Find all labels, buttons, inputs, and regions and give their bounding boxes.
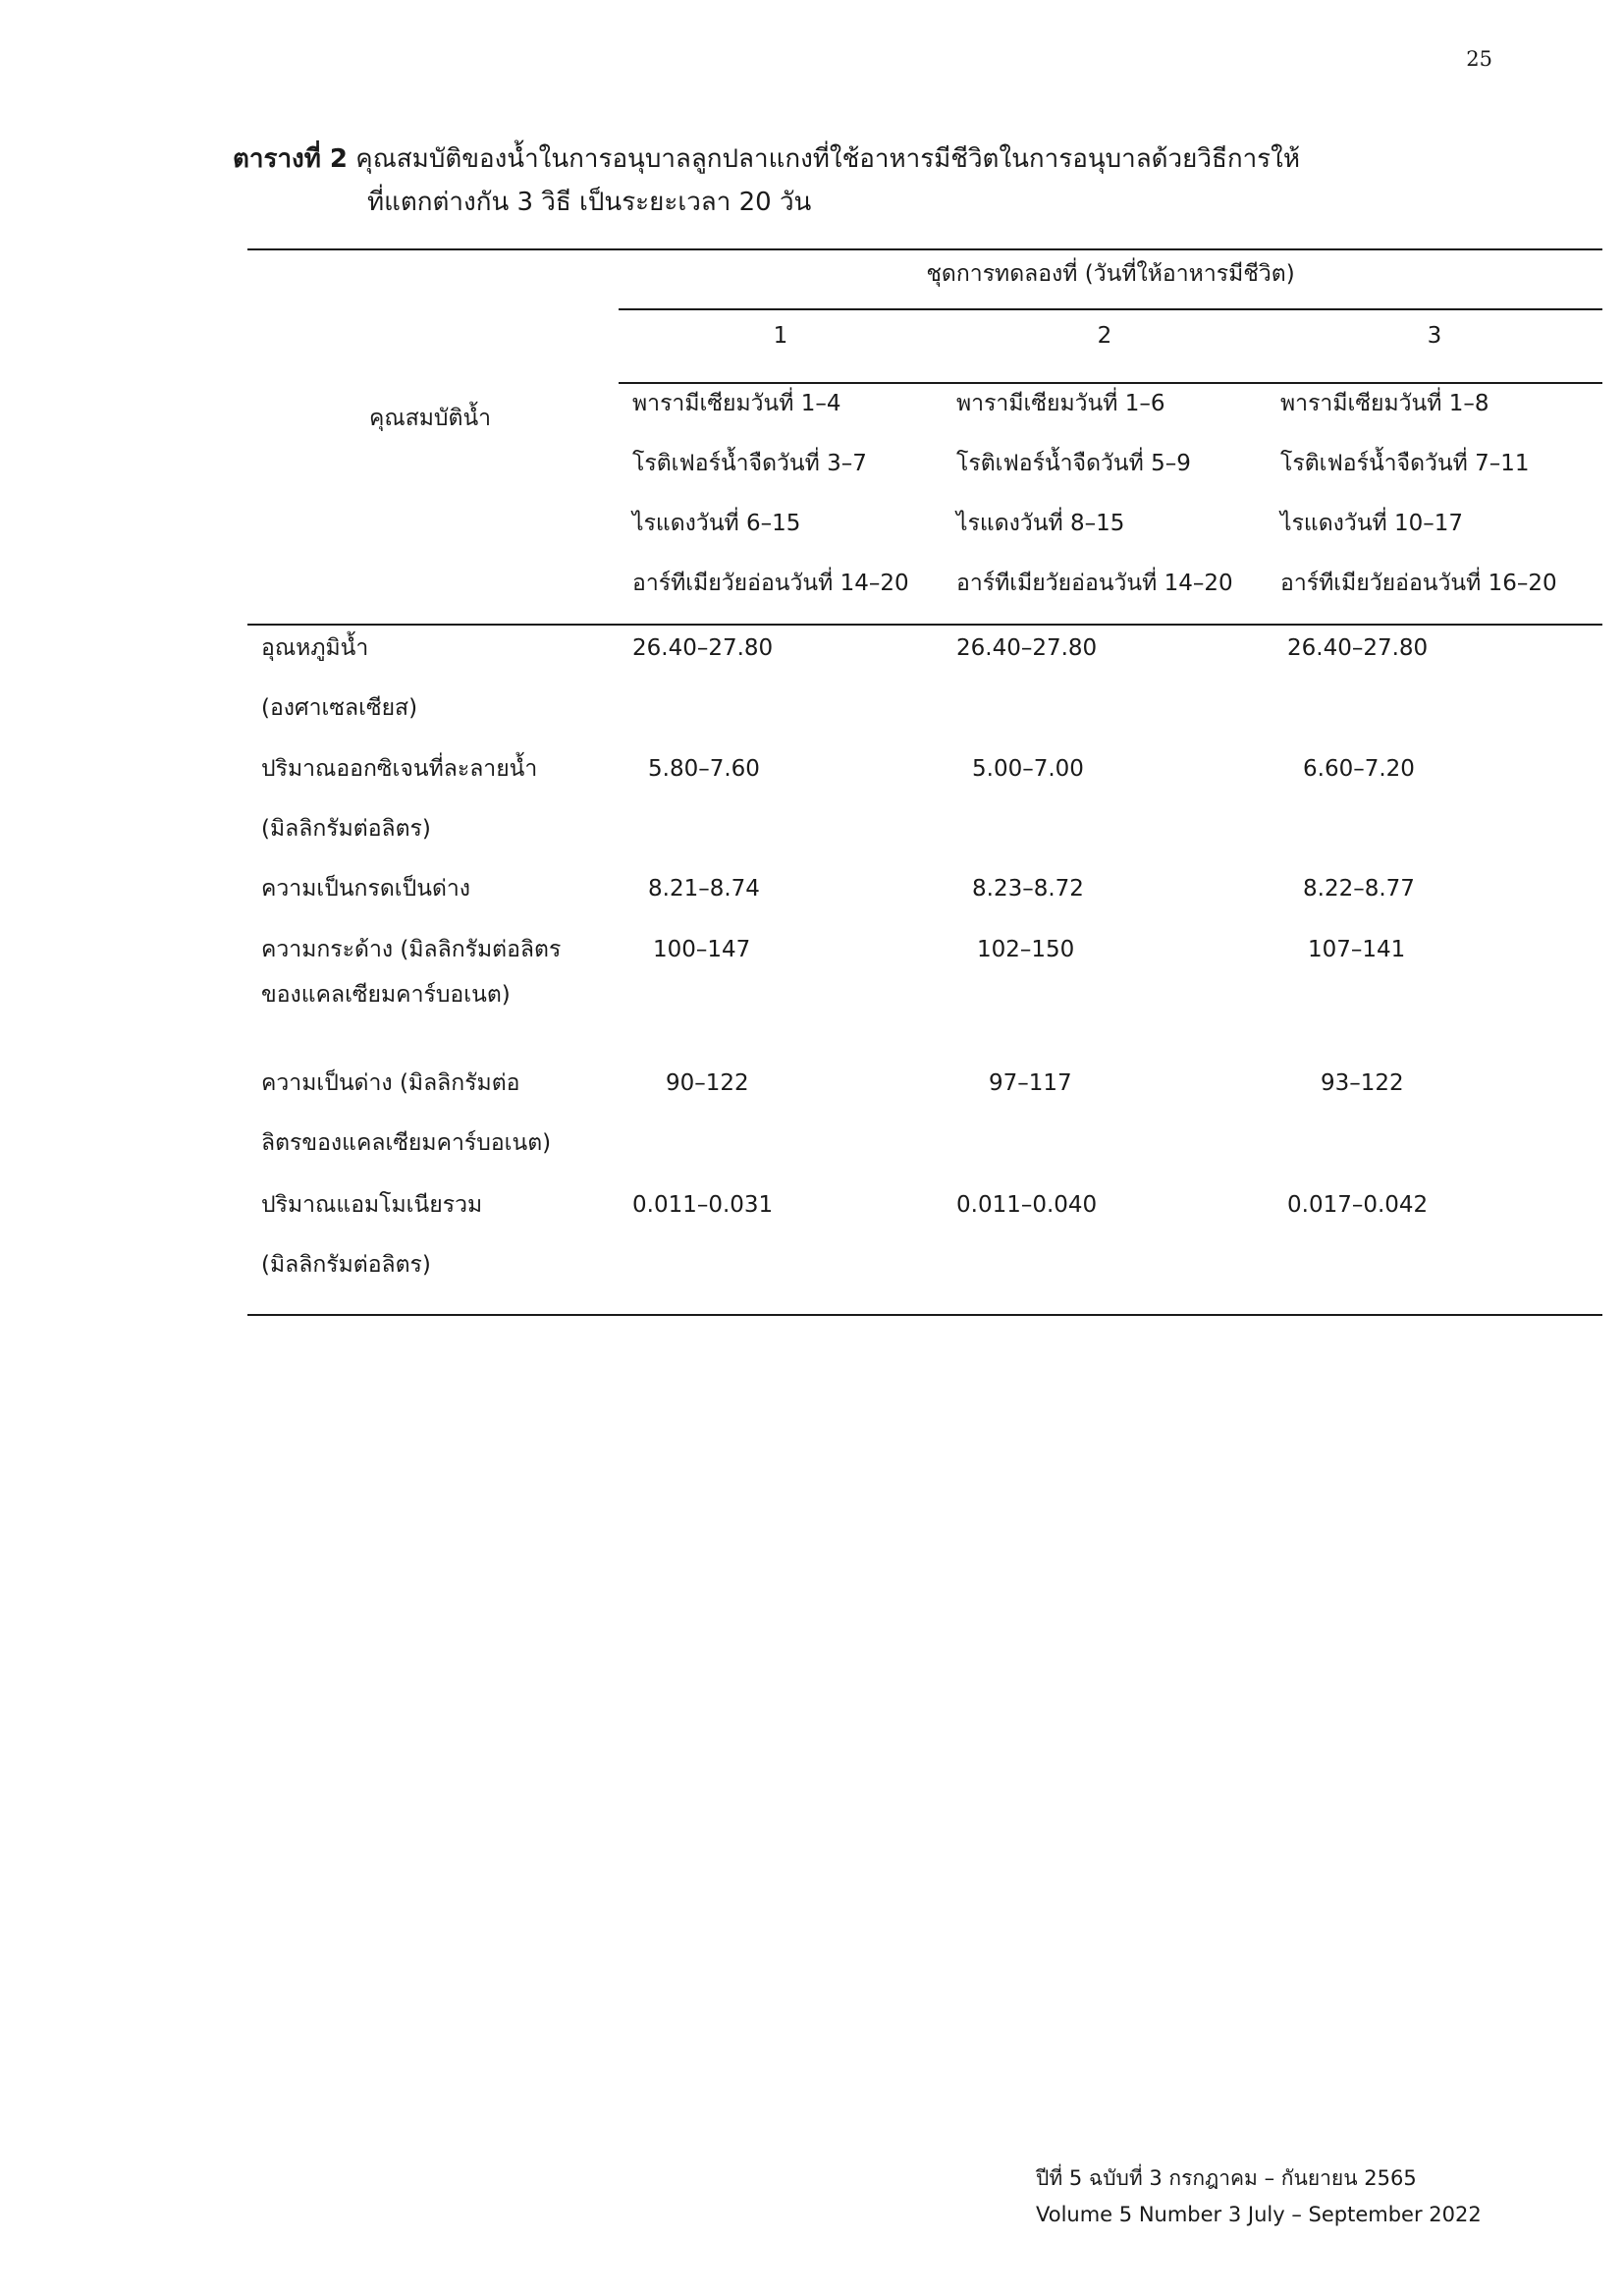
table-bottom-rule	[247, 1314, 1602, 1316]
value-cell: 107–141	[1308, 937, 1406, 962]
row-label: ความเป็นด่าง (มิลลิกรัมต่อ	[261, 1070, 520, 1096]
value-cell: 26.40–27.80	[1287, 635, 1429, 661]
footer-issue-thai: ปีที่ 5 ฉบับที่ 3 กรกฎาคม – กันยายน 2565	[1036, 2166, 1417, 2190]
row-label: ความกระด้าง (มิลลิกรัมต่อลิตร	[261, 937, 562, 962]
schedule-line: โรติเฟอร์น้ำจืดวันที่ 5–9	[956, 451, 1191, 476]
row-label: อุณหภูมิน้ำ	[261, 635, 369, 661]
schedule-line: โรติเฟอร์น้ำจืดวันที่ 7–11	[1280, 451, 1530, 476]
value-cell: 0.011–0.040	[956, 1192, 1098, 1218]
schedule-line: พารามีเซียมวันที่ 1–6	[956, 391, 1165, 416]
schedule-line: อาร์ทีเมียวัยอ่อนวันที่ 14–20	[956, 571, 1233, 596]
row-label-unit: (องศาเซลเซียส)	[261, 695, 418, 721]
schedule-line: อาร์ทีเมียวัยอ่อนวันที่ 16–20	[1280, 571, 1557, 596]
group-header-rule	[619, 308, 1602, 310]
row-header-title: คุณสมบัติน้ำ	[369, 406, 492, 431]
caption-label: ตารางที่ 2	[233, 144, 349, 174]
column-number-rule	[619, 382, 1602, 384]
column-number-2: 2	[1097, 323, 1112, 349]
column-number-3: 3	[1427, 323, 1442, 349]
row-label: ปริมาณแอมโมเนียรวม	[261, 1192, 483, 1218]
value-cell: 0.011–0.031	[632, 1192, 774, 1218]
value-cell: 8.22–8.77	[1303, 876, 1415, 902]
value-cell: 93–122	[1321, 1070, 1404, 1096]
value-cell: 90–122	[666, 1070, 749, 1096]
row-label-unit: (มิลลิกรัมต่อลิตร)	[261, 1252, 431, 1278]
value-cell: 8.23–8.72	[972, 876, 1084, 902]
journal-footer	[1036, 2160, 1482, 2233]
table-caption	[233, 137, 1411, 224]
value-cell: 102–150	[977, 937, 1075, 962]
row-label-unit: ของแคลเซียมคาร์บอเนต)	[261, 982, 511, 1008]
value-cell: 26.40–27.80	[632, 635, 774, 661]
caption-text-line1: คุณสมบัติของน้ำในการอนุบาลลูกปลาแกงที่ใช้อาหารมีชีวิตในการอนุบาลด้วยวิธีการให้	[355, 144, 1300, 174]
value-cell: 5.00–7.00	[972, 756, 1084, 782]
value-cell: 6.60–7.20	[1303, 756, 1415, 782]
column-number-1: 1	[773, 323, 788, 349]
caption-text-line2: ที่แตกต่างกัน 3 วิธี เป็นระยะเวลา 20 วัน	[367, 188, 812, 217]
schedule-line: ไรแดงวันที่ 8–15	[956, 511, 1125, 536]
schedule-line: อาร์ทีเมียวัยอ่อนวันที่ 14–20	[632, 571, 909, 596]
schedule-line: ไรแดงวันที่ 6–15	[632, 511, 801, 536]
schedule-line: ไรแดงวันที่ 10–17	[1280, 511, 1464, 536]
row-label-unit: ลิตรของแคลเซียมคาร์บอเนต)	[261, 1130, 552, 1156]
schedule-line: โรติเฟอร์น้ำจืดวันที่ 3–7	[632, 451, 867, 476]
row-label: ปริมาณออกซิเจนที่ละลายน้ำ	[261, 756, 538, 782]
schedule-line: พารามีเซียมวันที่ 1–8	[1280, 391, 1489, 416]
value-cell: 8.21–8.74	[648, 876, 760, 902]
row-label: ความเป็นกรดเป็นด่าง	[261, 876, 471, 902]
header-bottom-rule	[247, 624, 1602, 626]
value-cell: 0.017–0.042	[1287, 1192, 1429, 1218]
value-cell: 5.80–7.60	[648, 756, 760, 782]
page-number: 25	[1466, 47, 1492, 71]
table-top-rule	[247, 248, 1602, 250]
schedule-line: พารามีเซียมวันที่ 1–4	[632, 391, 841, 416]
row-label-unit: (มิลลิกรัมต่อลิตร)	[261, 816, 431, 842]
value-cell: 100–147	[653, 937, 751, 962]
value-cell: 97–117	[989, 1070, 1072, 1096]
value-cell: 26.40–27.80	[956, 635, 1098, 661]
group-header: ชุดการทดลองที่ (วันที่ให้อาหารมีชีวิต)	[926, 261, 1295, 287]
footer-issue-english: Volume 5 Number 3 July – September 2022	[1036, 2203, 1482, 2226]
